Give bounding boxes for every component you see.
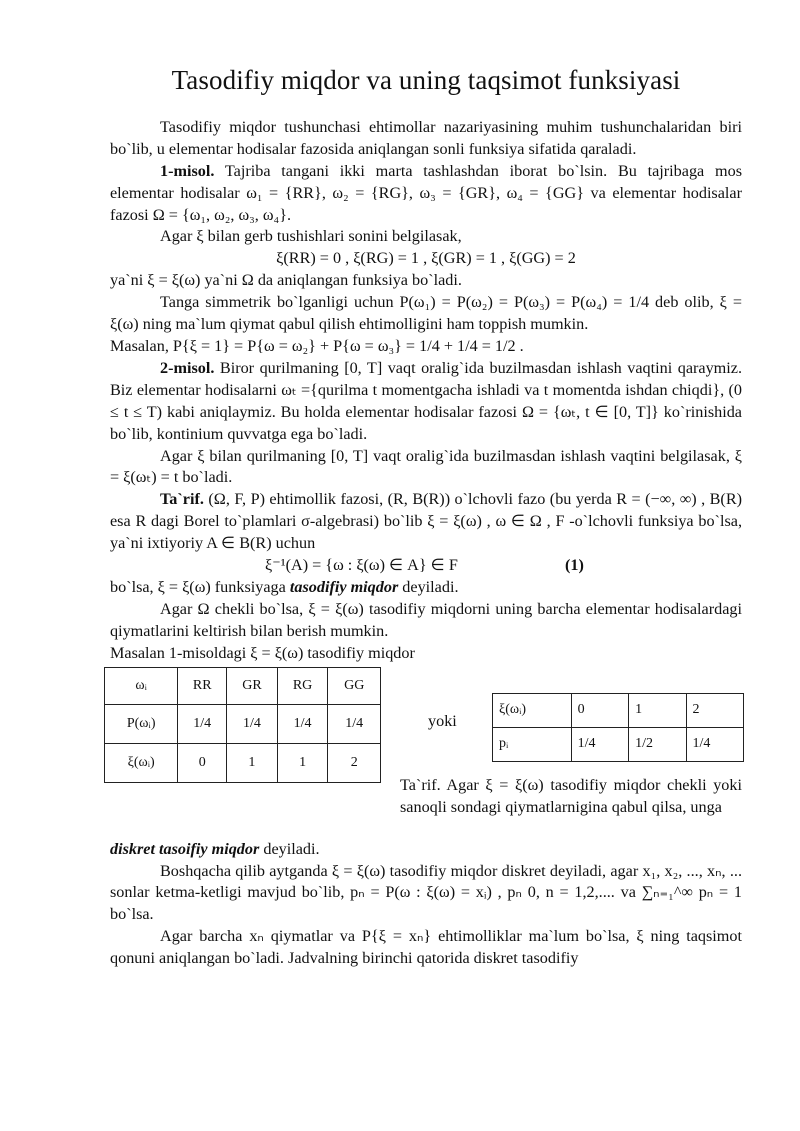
table-cell: RG [277, 667, 328, 704]
table-cell: 1/4 [178, 704, 227, 743]
table-row [493, 693, 744, 727]
table-cell: 1/4 [277, 704, 328, 743]
page-title: Tasodifiy miqdor va uning taqsimot funksiyasi [171, 65, 681, 95]
example2-paragraph [110, 358, 742, 446]
definition2-post: deyiladi. [263, 839, 320, 858]
table-cell: ξ(ωᵢ) [493, 693, 572, 727]
discrete-paragraph: Boshqacha qilib aytganda ξ = ξ(ω) tasodifiy miqdor diskret deyiladi, agar x₁, x₂, ..., xₙ, ... sonlar ketma-ketligi mavjud bo`lib, pₙ = P(ω : ξ(ω) = xᵢ) , pₙ 0, n = 1,2,.... va ∑ₙ₌₁^∞ pₙ = 1 bo`lsa. [110, 861, 742, 924]
definition-end-pre: bo`lsa, ξ = ξ(ω) funksiyaga [110, 578, 286, 597]
equation-body: ξ⁻¹(A) = {ω : ξ(ω) ∈ A} ∈ F [265, 556, 458, 575]
distribution-table-1 [104, 667, 381, 783]
distribution-table-2 [492, 693, 744, 762]
example1-values: ξ(RR) = 0 , ξ(RG) = 1 , ξ(GR) = 1 , ξ(GG) = 2 [276, 249, 576, 268]
table-row [105, 704, 381, 743]
table-cell: 1/4 [227, 704, 278, 743]
table-cell: 0 [571, 693, 628, 727]
definition-end [110, 577, 742, 599]
definition-text: (Ω, F, P) ehtimollik fazosi, (R, B(R)) o`lchovli fazo (bu yerda R = (−∞, ∞) , B(R) esa R dagi Borel to`plamlari σ-algebrasi) bo`lib ξ = ξ(ω) , ω ∈ Ω , F -o`lchovli funksiya bo`lsa, ya`ni ixtiyoriy A ∈ B(R) uchun [110, 490, 743, 553]
table-cell: 2 [328, 743, 381, 782]
table-cell: P(ωᵢ) [105, 704, 178, 743]
table-row [105, 667, 381, 704]
table-cell: GG [328, 667, 381, 704]
equation-1 [110, 555, 742, 577]
document-page [110, 65, 743, 970]
table-cell: 1 [277, 743, 328, 782]
example1-example: Masalan, P{ξ = 1} = P{ω = ω₂} + P{ω = ω₃} = 1/4 + 1/4 = 1/2 . [110, 336, 524, 355]
tables-area [110, 667, 742, 816]
table-cell: 1/4 [686, 727, 743, 761]
table-cell: 1/4 [571, 727, 628, 761]
table-row [105, 743, 381, 782]
table-cell: 2 [686, 693, 743, 727]
definition-label: Ta`rif. [160, 490, 204, 509]
definition2-start [400, 775, 742, 819]
or-label: yoki [428, 711, 457, 730]
example1-label: 1-misol. [160, 161, 215, 180]
table-row [493, 727, 744, 761]
table-cell: ξ(ωᵢ) [105, 743, 178, 782]
definition-end-post: deyiladi. [402, 578, 459, 597]
example1-gerb: Agar ξ bilan gerb tushishlari sonini belgilasak, [160, 227, 462, 246]
intro-paragraph: Tasodifiy miqdor tushunchasi ehtimollar nazariyasining muhim tushunchalaridan biri bo`lib, u elementar hodisalar fazosida aniqlangan sonli funksiya sifatida qaraladi. [110, 117, 742, 158]
definition-term: tasodifiy miqdor [289, 578, 399, 597]
last-paragraph: Agar barcha xₙ qiymatlar va P{ξ = xₙ} ehtimolliklar ma`lum bo`lsa, ξ ning taqsimot qonuni aniqlangan bo`ladi. Jadvalning birinchi qatorida diskret tasodifiy [110, 927, 742, 968]
example1-function: ya`ni ξ = ξ(ω) ya`ni Ω da aniqlangan funksiya bo`ladi. [110, 271, 462, 290]
table-cell: 1 [629, 693, 686, 727]
table-cell: 1/4 [328, 704, 381, 743]
table-cell: pᵢ [493, 727, 572, 761]
example1-text: Tajriba tangani ikki marta tashlashdan iborat bo`lsin. Bu tajribaga mos elementar hodisalar ω₁ = {RR}, ω₂ = {RG}, ω₃ = {GR}, ω₄ = {GG} va elementar hodisalar fazosi Ω = {ω₁, ω₂, ω₃, ω₄}. [110, 161, 742, 224]
definition2-term: diskret tasoifiy miqdor [110, 839, 260, 858]
table-cell: 1/2 [629, 727, 686, 761]
finite-paragraph: Agar Ω chekli bo`lsa, ξ = ξ(ω) tasodifiy miqdorni uning barcha elementar hodisalardagi qiymatlarini keltirish bilan berish mumkin. [110, 599, 742, 640]
example-intro: Masalan 1-misoldagi ξ = ξ(ω) tasodifiy miqdor [110, 643, 415, 662]
example2-text: Biror qurilmaning [0, T] vaqt oralig`ida buzilmasdan ishlash vaqtini qaraymiz. Biz elementar hodisalarni ωₜ ={qurilma t momentgacha ishladi va t momentda ishdan chiqdi}, (0 ≤ t ≤ T) kabi aniqlaymiz. Bu holda elementar hodisalar fazosi Ω = {ωₜ, t ∈ [0, T]} ko`rinishida bo`lib, kontinium quvvatga ega bo`ladi. [110, 358, 742, 443]
example2-label: 2-misol. [160, 358, 215, 377]
definition-paragraph [110, 489, 742, 555]
equation-number: (1) [565, 556, 584, 575]
definition2-end [110, 839, 742, 861]
table-cell: ωᵢ [105, 667, 178, 704]
table-cell: RR [178, 667, 227, 704]
example2-paragraph-2: Agar ξ bilan qurilmaning [0, T] vaqt oralig`ida buzilmasdan ishlash vaqtini belgilasak, ξ = ξ(ωₜ) = t bo`ladi. [110, 446, 742, 487]
table-cell: 1 [227, 743, 278, 782]
table-cell: GR [227, 667, 278, 704]
definition2-pre: Ta`rif. Agar ξ = ξ(ω) tasodifiy miqdor chekli yoki sanoqli sondagi qiymatlarnigina qabul qilsa, unga [400, 775, 742, 816]
example1-symmetry: Tanga simmetrik bo`lganligi uchun P(ω₁) = P(ω₂) = P(ω₃) = P(ω₄) = 1/4 deb olib, ξ = ξ(ω) ning ma`lum qiymat qabul qilish ehtimolligini ham toppish mumkin. [110, 293, 742, 334]
table-cell: 0 [178, 743, 227, 782]
example1-paragraph [110, 161, 742, 227]
